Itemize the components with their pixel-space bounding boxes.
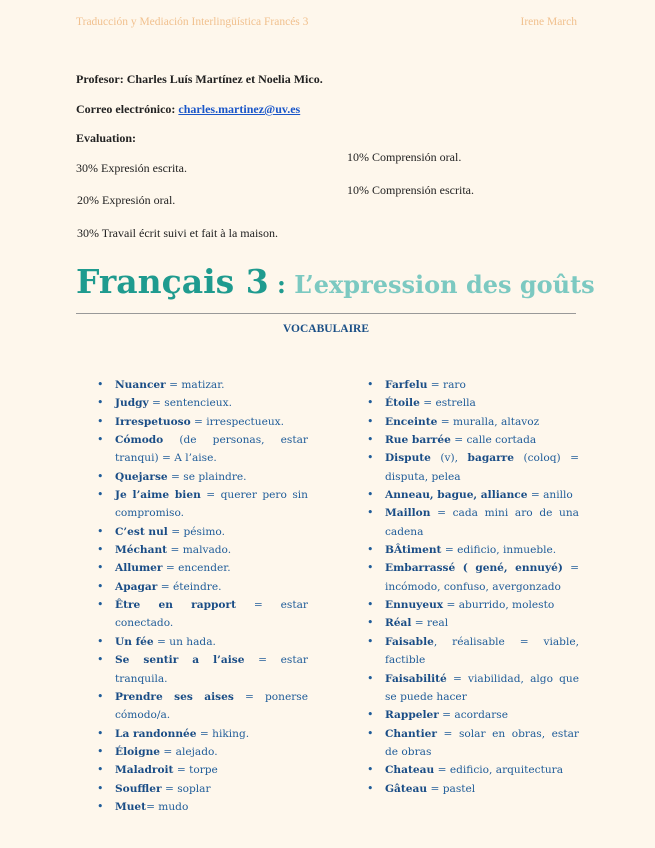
vocabulary-item — [97, 578, 308, 596]
vocabulary-term: Nuancer — [115, 379, 166, 391]
vocabulary-item — [97, 743, 308, 761]
vocabulary-term: Anneau, bague, alliance — [385, 489, 528, 502]
vocabulary-item — [97, 688, 308, 725]
title-separator: : — [268, 270, 295, 299]
title-main: Français 3 — [76, 262, 269, 301]
vocabulary-term: Réal — [385, 617, 412, 630]
vocabulary-definition: = pésimo. — [167, 525, 225, 538]
vocabulary-term: Maillon — [385, 507, 431, 520]
vocabulary-term: Dispute — [385, 452, 431, 465]
vocabulary-term: Allumer — [115, 562, 163, 575]
vocabulary-item — [367, 486, 579, 504]
vocabulary-term: Méchant — [115, 544, 168, 557]
vocabulary-definition: (de personas, estar tranqui) = A l’aise. — [115, 434, 308, 465]
vocabulary-definition: = cada mini aro de una cadena — [385, 507, 579, 538]
vocabulary-term: Cómodo — [115, 434, 164, 447]
vocabulary-definition: = hiking. — [196, 727, 250, 740]
vocabulary-definition: = matizar. — [165, 379, 225, 391]
vocabulary-definition: = estrella — [419, 397, 476, 410]
vocabulary-term: C’est nul — [115, 525, 168, 538]
email-line — [76, 102, 300, 117]
vocabulary-item — [367, 541, 579, 559]
vocabulary-term: Éloigne — [115, 745, 161, 758]
vocabulary-definition: = raro — [427, 379, 466, 391]
eval-item: 10% Comprensión escrita. — [347, 183, 474, 197]
vocabulary-item — [367, 614, 579, 632]
title-divider — [76, 313, 576, 314]
vocabulary-definition: = acordarse — [438, 709, 508, 722]
vocabulary-term: La randonnée — [115, 727, 197, 740]
vocabulary-item — [367, 559, 579, 596]
vocabulary-term: Souffler — [115, 782, 162, 795]
vocabulary-item — [97, 394, 308, 412]
vocabulary-item — [367, 596, 579, 614]
vocabulary-term: Chantier — [385, 727, 437, 740]
vocabulary-definition: = mudo — [146, 800, 189, 813]
vocabulary-term: Faisabilité — [385, 672, 447, 685]
vocabulary-definition: = ponerse cómodo/a. — [115, 690, 308, 722]
vocabulary-definition: (v), — [430, 452, 468, 465]
vocabulary-item — [97, 431, 308, 468]
vocabulary-definition: = alejado. — [160, 745, 218, 758]
vocabulary-definition: = estar tranquila. — [115, 654, 308, 685]
vocabulary-term: Gâteau — [385, 782, 428, 795]
vocabulary-definition: = incómodo, confuso, avergonzado — [385, 562, 579, 593]
vocabulary-definition: = calle cortada — [450, 434, 537, 447]
eval-item: 30% Travail écrit suivi et fait à la maison. — [77, 226, 278, 240]
vocabulary-definition: = encender. — [162, 562, 231, 575]
vocabulary-definition: = querer pero sin compromiso. — [115, 489, 308, 520]
vocabulary-item — [367, 413, 579, 431]
vocabulary-item — [97, 559, 308, 577]
vocabulary-definition: = edificio, arquitectura — [434, 764, 564, 777]
vocabulary-term: Apagar — [115, 580, 158, 593]
vocabulary-item — [97, 725, 308, 743]
vocabulary-definition: = sentencieux. — [148, 397, 232, 410]
vocabulary-term: Judgy — [115, 397, 149, 410]
vocabulary-item — [97, 633, 308, 651]
vocabulary-item — [367, 761, 579, 779]
vocabulary-term: BÂtiment — [385, 544, 442, 557]
vocabulary-term: Un fée — [115, 635, 154, 648]
vocabulary-definition: = muralla, altavoz — [437, 415, 540, 428]
vocabulary-item — [97, 761, 308, 779]
email-label: Correo electrónico: — [76, 102, 176, 116]
vocabulary-term: Étoile — [385, 397, 420, 410]
vocabulary-item — [97, 468, 308, 486]
vocabulary-definition: = torpe — [173, 764, 218, 777]
vocabulary-definition: = un hada. — [153, 635, 216, 648]
vocabulary-item — [367, 706, 579, 724]
vocabulary-term: Maladroit — [115, 764, 174, 777]
eval-item: 10% Comprensión oral. — [347, 150, 462, 164]
professor-line: Profesor: Charles Luís Martínez et Noelia Mico. — [76, 72, 323, 86]
vocabulary-item — [97, 798, 308, 816]
vocabulary-definition: = malvado. — [167, 544, 232, 557]
vocabulary-definition: = anillo — [527, 489, 573, 502]
vocabulary-term: Rue barrée — [385, 434, 451, 447]
vocabulary-term: Prendre ses aises — [115, 690, 234, 703]
email-link[interactable]: charles.martinez@uv.es — [178, 102, 301, 116]
vocabulary-term: Ennuyeux — [385, 599, 444, 612]
vocabulary-item — [97, 523, 308, 541]
vocabulary-item — [97, 780, 308, 798]
vocabulary-item — [367, 504, 579, 541]
vocabulary-term: Enceinte — [385, 415, 438, 428]
evaluation-label: Evaluation: — [76, 131, 137, 145]
vocabulary-item — [97, 413, 308, 431]
vocabulary-item — [367, 670, 579, 707]
title-subtitle: L’expression des goûts — [294, 270, 595, 299]
vocabulary-term: Chateau — [385, 764, 435, 777]
vocabulary-item — [367, 431, 579, 449]
vocabulary-definition: = real — [411, 617, 449, 630]
vocabulary-definition: = pastel — [427, 782, 476, 795]
header-course: Traducción y Mediación Interlingüística Francés 3 — [76, 16, 309, 28]
vocabulary-definition: = se plaindre. — [167, 470, 247, 483]
vocabulary-definition: = solar en obras, estar de obras — [385, 727, 579, 758]
vocabulary-item — [367, 394, 579, 412]
vocabulary-term: Irrespetuoso — [115, 415, 191, 428]
vocabulary-item — [97, 596, 308, 633]
vocabulary-term: Je l’aime bien — [115, 489, 201, 502]
vocabulary-item — [367, 633, 579, 670]
vocabulary-definition: , réalisable = viable, factible — [385, 635, 579, 667]
vocabulary-item — [367, 376, 579, 394]
header-author: Irene March — [520, 16, 577, 28]
vocabulary-item — [97, 486, 308, 523]
vocabulary-definition: = viabilidad, algo que se puede hacer — [385, 672, 579, 703]
page-title — [76, 262, 595, 301]
vocabulary-term: Se sentir a l’aise — [115, 654, 245, 667]
vocabulary-heading: VOCABULAIRE — [282, 323, 370, 335]
vocabulary-item — [367, 449, 579, 486]
vocabulary-definition: = edificio, inmueble. — [441, 544, 557, 557]
vocabulary-list-left — [97, 376, 308, 816]
vocabulary-term: Muet — [115, 800, 147, 813]
vocabulary-term: Rappeler — [385, 709, 439, 722]
eval-item: 30% Expresión escrita. — [76, 161, 187, 175]
vocabulary-term: Être en rapport — [115, 599, 236, 612]
vocabulary-term: Embarrassé ( gené, ennuyé) — [385, 562, 563, 575]
vocabulary-term: Farfelu — [385, 379, 428, 391]
vocabulary-item — [367, 725, 579, 762]
vocabulary-term: Quejarse — [115, 470, 168, 483]
vocabulary-definition: = éteindre. — [157, 580, 222, 593]
vocabulary-definition: = estar conectado. — [115, 599, 308, 630]
eval-item: 20% Expresión oral. — [77, 193, 176, 207]
vocabulary-item — [97, 541, 308, 559]
vocabulary-term: bagarre — [467, 452, 514, 465]
vocabulary-term: Faisable — [385, 635, 434, 648]
vocabulary-list-right — [367, 376, 579, 798]
vocabulary-item — [97, 651, 308, 688]
vocabulary-definition: (coloq) = disputa, pelea — [385, 452, 579, 483]
vocabulary-definition: = soplar — [161, 782, 211, 795]
vocabulary-definition: = irrespectueux. — [190, 415, 285, 428]
vocabulary-definition: = aburrido, molesto — [443, 599, 555, 612]
vocabulary-item — [97, 376, 308, 394]
vocabulary-item — [367, 780, 579, 798]
